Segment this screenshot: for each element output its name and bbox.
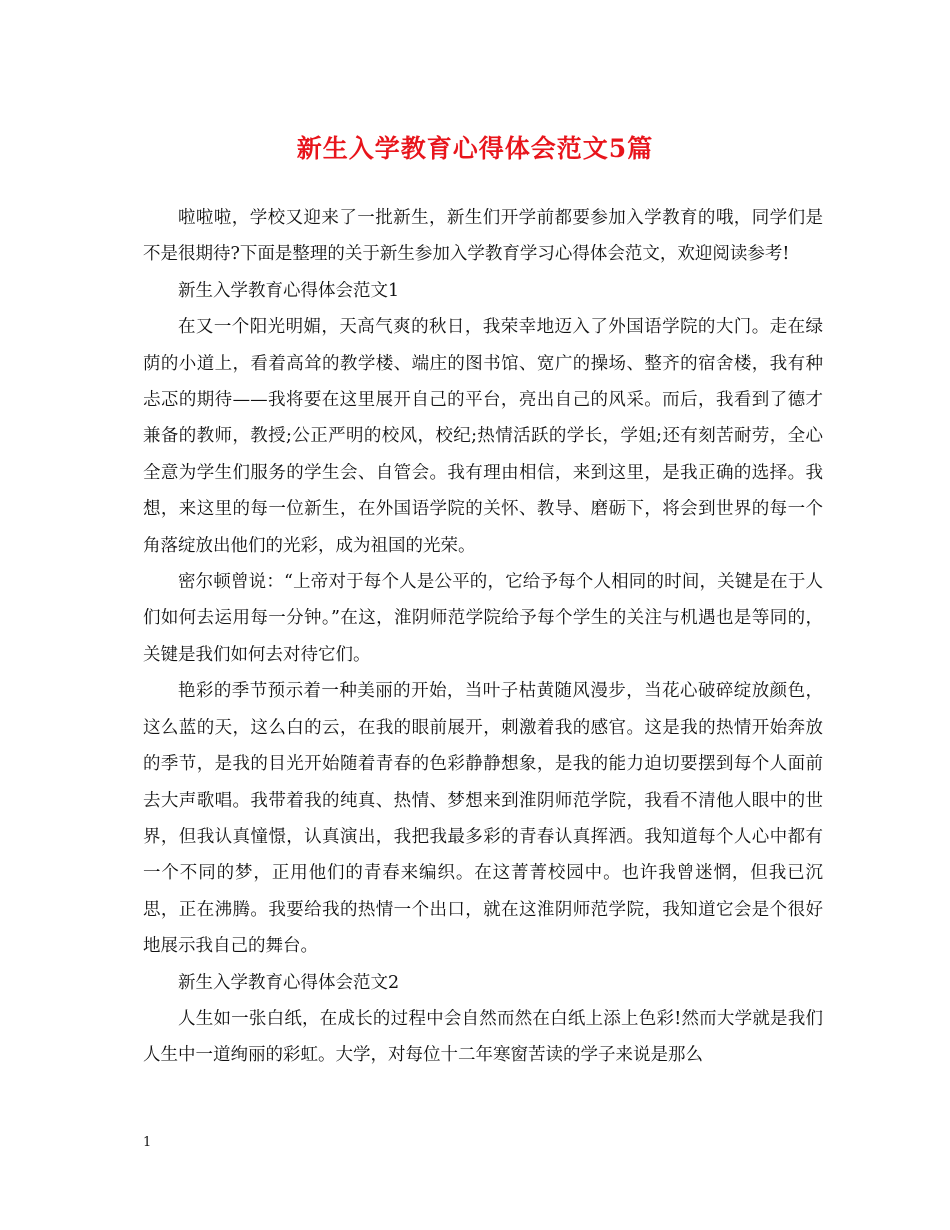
body-paragraph: 在又一个阳光明媚，天高气爽的秋日，我荣幸地迈入了外国语学院的大门。走在绿荫的小道上，看着高耸的教学楼、端庄的图书馆、宽广的操场、整齐的宿舍楼，我有种忐忑的期待——我将要在这里展开自己的平台，亮出自己的风采。而后，我看到了德才兼备的教师，教授;公正严明的校风，校纪;热情活跃的学长，学姐;还有刻苦耐劳，全心全意为学生们服务的学生会、自管会。我有理由相信，来到这里，是我正确的选择。我想，来这里的每一位新生，在外国语学院的关怀、教导、磨砺下，将会到世界的每一个角落绽放出他们的光彩，成为祖国的光荣。	[143, 317, 823, 556]
body-paragraph: 艳彩的季节预示着一种美丽的开始，当叶子枯黄随风漫步，当花心破碎绽放颜色，这么蓝的天，这么白的云，在我的眼前展开，刺激着我的感官。这是我的热情开始奔放的季节，是我的目光开始随着青春的色彩静静想象，是我的能力迫切要摆到每个人面前去大声歌唱。我带着我的纯真、热情、梦想来到淮阴师范学院，我看不清他人眼中的世界，但我认真憧憬，认真演出，我把我最多彩的青春认真挥洒。我知道每个人心中都有一个不同的梦，正用他们的青春来编织。在这菁菁校园中。也许我曾迷惘，但我已沉思，正在沸腾。我要给我的热情一个出口，就在这淮阴师范学院，我知道它会是个很好地展示我自己的舞台。	[143, 681, 823, 957]
intro-paragraph: 啦啦啦，学校又迎来了一批新生，新生们开学前都要参加入学教育的哦，同学们是不是很期待?下面是整理的关于新生参加入学教育学习心得体会范文，欢迎阅读参考!	[143, 208, 823, 265]
body-paragraph: 密尔顿曾说：“上帝对于每个人是公平的，它给予每个人相同的时间，关键是在于人们如何去运用每一分钟。”在这，淮阴师范学院给予每个学生的关注与机遇也是等同的，关键是我们如何去对待它们。	[143, 572, 823, 665]
page-number: 1	[143, 1135, 152, 1150]
body-paragraph: 人生如一张白纸，在成长的过程中会自然而然在白纸上添上色彩!然而大学就是我们人生中一道绚丽的彩虹。大学，对每位十二年寒窗苦读的学子来说是那么	[143, 1008, 823, 1066]
section-heading-1: 新生入学教育心得体会范文1	[178, 280, 400, 301]
document-title: 新生入学教育心得体会范文5篇	[296, 134, 654, 163]
document-body	[143, 200, 823, 1074]
section-heading-2: 新生入学教育心得体会范文2	[178, 972, 400, 993]
